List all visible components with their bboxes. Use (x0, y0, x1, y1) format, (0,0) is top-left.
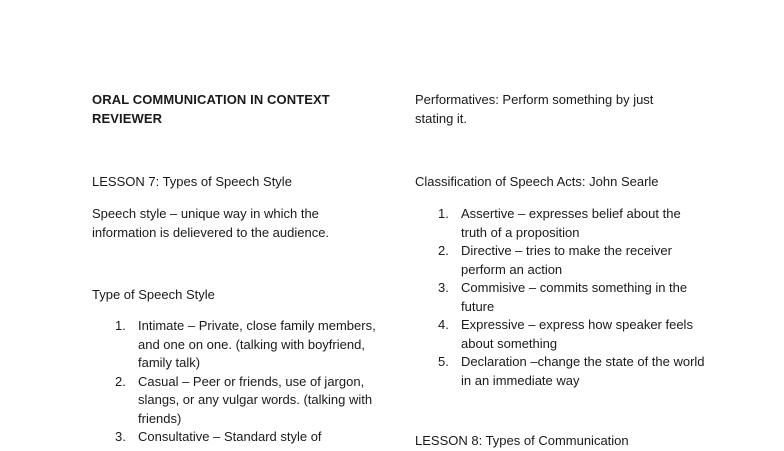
list-item (92, 373, 378, 429)
title-line-1: ORAL COMMUNICATION IN CONTEXT (92, 92, 330, 107)
list-number: 1. (438, 206, 449, 221)
list-number: 2. (115, 373, 126, 389)
list-item-text: Assertive – expresses belief about the truth of a proposition (461, 206, 681, 240)
list-number: 1. (115, 318, 126, 333)
list-item (415, 279, 705, 316)
list-number: 2. (438, 243, 449, 258)
list-number: 4. (438, 317, 449, 332)
document-title (92, 91, 372, 128)
lesson-8-heading: LESSON 8: Types of Communication (415, 433, 629, 448)
list-item (92, 428, 378, 447)
speech-acts-list (415, 205, 705, 390)
list-number: 3. (115, 429, 126, 444)
list-item-text: Intimate – Private, close family members, and one on one. (talking with boyfriend, family talk) (138, 318, 376, 370)
list-item-text: Declaration –change the state of the world in an immediate way (461, 354, 705, 388)
list-number: 5. (438, 354, 449, 369)
list-item (415, 316, 705, 353)
classification-heading: Classification of Speech Acts: John Searle (415, 174, 659, 189)
list-item-text: Directive – tries to make the receiver perform an action (461, 243, 672, 277)
speech-style-types-list (92, 317, 378, 447)
list-item-text: Casual – Peer or friends, use of jargon, slangs, or any vulgar words. (talking with friends) (138, 373, 373, 426)
list-item (415, 205, 705, 242)
list-item-text: Consultative – Standard style of (138, 429, 322, 444)
lesson-7-heading: LESSON 7: Types of Speech Style (92, 174, 292, 189)
list-number: 3. (438, 280, 449, 295)
list-item (415, 242, 705, 279)
list-item-text: Commisive – commits something in the future (461, 280, 688, 314)
speech-style-definition: Speech style – unique way in which the information is delievered to the audience. (92, 206, 330, 240)
performatives-definition: Performatives: Perform something by just stating it. (415, 92, 654, 126)
speech-style-types-heading: Type of Speech Style (92, 287, 215, 302)
list-item (415, 353, 705, 390)
title-line-2: REVIEWER (92, 110, 163, 126)
list-item-text: Expressive – express how speaker feels about something (461, 317, 693, 351)
list-item (92, 317, 378, 373)
